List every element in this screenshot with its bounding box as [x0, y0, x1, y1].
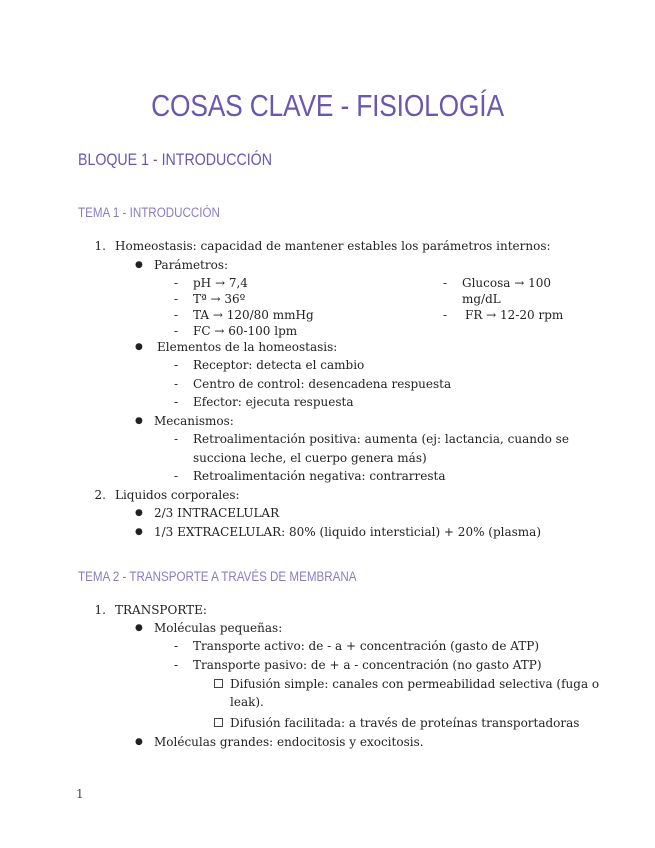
dash-icon: - [174, 377, 179, 391]
dash-icon: - [174, 432, 179, 446]
dash-icon: - [443, 308, 448, 322]
page-number: 1 [76, 787, 84, 801]
param-temp: Tª → 36º [193, 292, 246, 306]
param-fr: FR → 12-20 rpm [465, 308, 564, 322]
bullet-icon: ● [135, 416, 143, 426]
transporte-pasivo: Transporte pasivo: de + a - concentración (no gasto ATP) [193, 658, 542, 672]
elemento-efector: Efector: ejecuta respuesta [193, 395, 354, 409]
bullet-icon: ● [135, 623, 143, 633]
elemento-centro: Centro de control: desencadena respuesta [193, 377, 452, 391]
bullet-icon: ● [135, 527, 143, 537]
dash-icon: - [174, 292, 179, 306]
moleculas-grandes: Moléculas grandes: endocitosis y exocitosis. [154, 735, 424, 749]
param-fc: FC → 60-100 lpm [193, 324, 298, 338]
liquidos-item: Liquidos corporales: [115, 488, 240, 502]
list-number: 2. [94, 488, 106, 502]
bullet-icon: ● [135, 737, 143, 747]
checkbox-icon[interactable] [214, 679, 223, 688]
retro-positiva-cont: succiona leche, el cuerpo genera más) [193, 451, 427, 465]
extracelular: 1/3 EXTRACELULAR: 80% (liquido intersticial) + 20% (plasma) [154, 525, 542, 539]
dash-icon: - [174, 395, 179, 409]
dash-icon: - [174, 358, 179, 372]
dash-icon: - [174, 308, 179, 322]
tema1-heading: TEMA 1 - INTRODUCCIÓN [78, 205, 220, 220]
param-glucosa-unit: mg/dL [462, 292, 501, 306]
transporte-activo: Transporte activo: de - a + concentración (gasto de ATP) [193, 639, 540, 653]
homeostasis-item: Homeostasis: capacidad de mantener estables los parámetros internos: [115, 239, 551, 253]
list-number: 1. [94, 239, 106, 253]
checkbox-icon[interactable] [214, 718, 223, 727]
dash-icon: - [174, 469, 179, 483]
param-ta: TA → 120/80 mmHg [193, 308, 314, 322]
difusion-facilitada: Difusión facilitada: a través de proteínas transportadoras [230, 716, 580, 730]
dash-icon: - [174, 658, 179, 672]
bloque-heading: BLOQUE 1 - INTRODUCCIÓN [78, 151, 272, 169]
intracelular: 2/3 INTRACELULAR [154, 506, 280, 520]
elementos-label: Elementos de la homeostasis: [157, 340, 338, 354]
dash-icon: - [174, 324, 179, 338]
mecanismos-label: Mecanismos: [154, 414, 234, 428]
transporte-item: TRANSPORTE: [115, 603, 207, 617]
bullet-icon: ● [135, 508, 143, 518]
bullet-icon: ● [135, 260, 143, 270]
bullet-icon: ● [135, 342, 143, 352]
document-title: COSAS CLAVE - FISIOLOGÍA [151, 88, 504, 123]
difusion-simple: Difusión simple: canales con permeabilidad selectiva (fuga o [230, 677, 600, 691]
list-number: 1. [94, 603, 106, 617]
dash-icon: - [443, 276, 448, 290]
param-ph: pH → 7,4 [193, 276, 248, 290]
difusion-simple-cont: leak). [230, 695, 264, 709]
retro-positiva: Retroalimentación positiva: aumenta (ej: lactancia, cuando se [193, 432, 569, 446]
dash-icon: - [174, 639, 179, 653]
pequenas-label: Moléculas pequeñas: [154, 621, 283, 635]
tema2-heading: TEMA 2 - TRANSPORTE A TRAVÉS DE MEMBRANA [78, 569, 357, 584]
parametros-label: Parámetros: [154, 258, 229, 272]
elemento-receptor: Receptor: detecta el cambio [193, 358, 365, 372]
dash-icon: - [174, 276, 179, 290]
param-glucosa: Glucosa → 100 [462, 276, 551, 290]
retro-negativa: Retroalimentación negativa: contrarresta [193, 469, 446, 483]
